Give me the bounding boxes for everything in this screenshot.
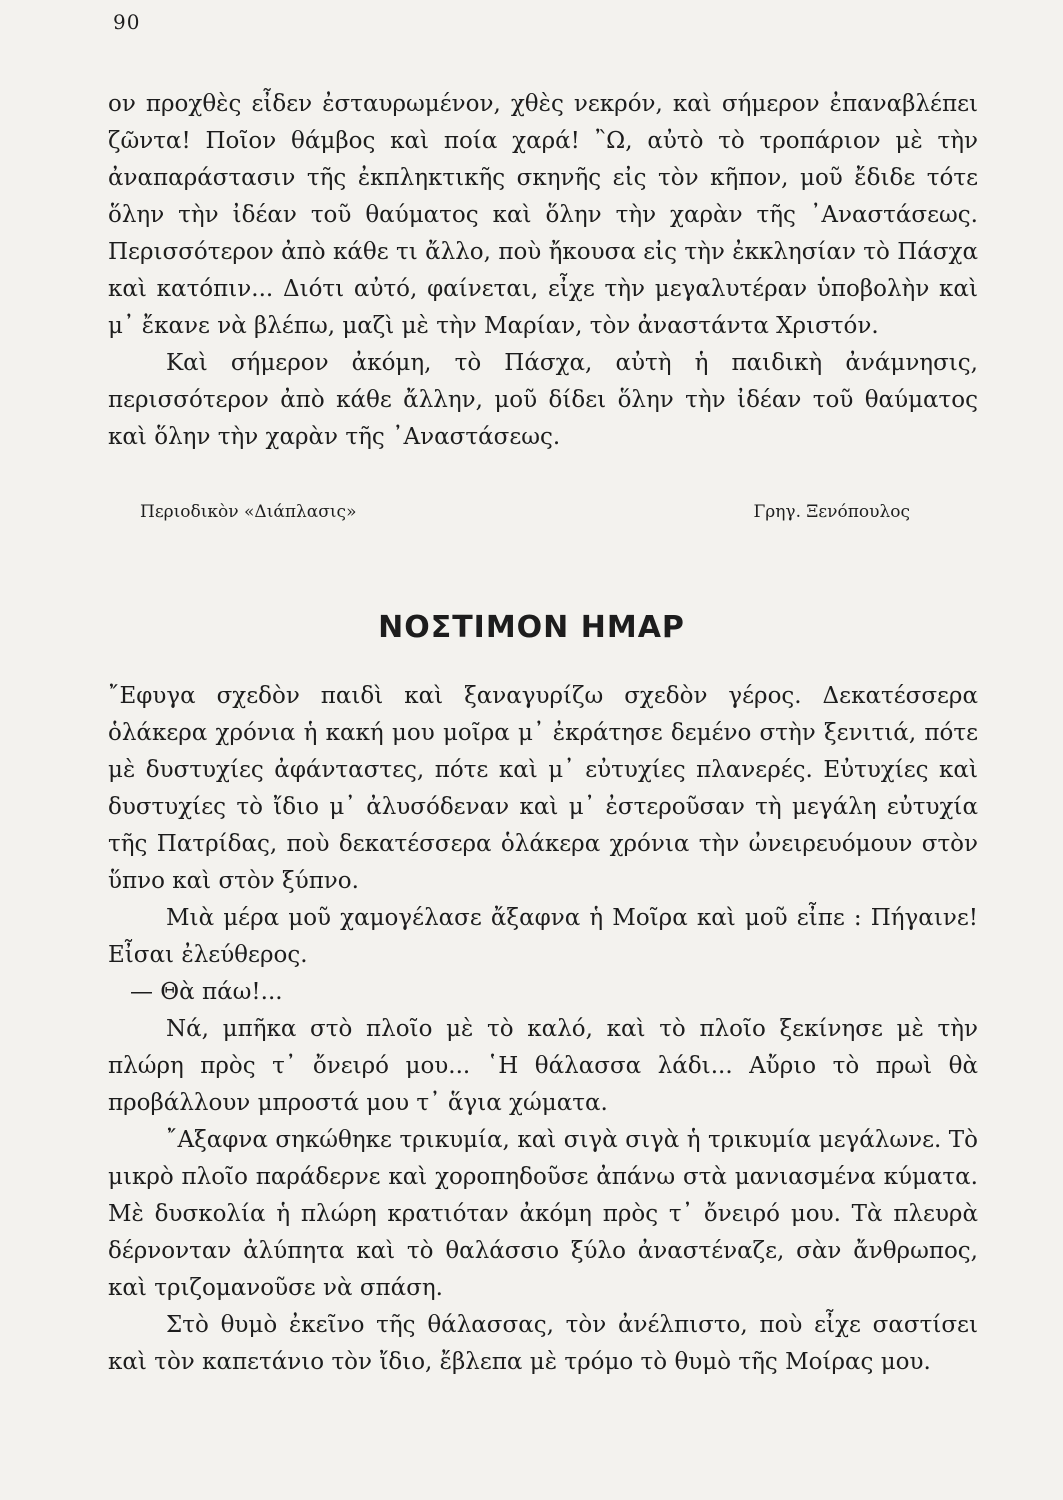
section-paragraph-6: Στὸ θυμὸ ἐκεῖνο τῆς θάλασσας, τὸν ἀνέλπιστο, ποὺ εἶχε σαστίσει καὶ τὸν καπετάνιο τὸν ἴδιο, ἔβλεπα μὲ τρόμο τὸ θυμὸ τῆς Μοίρας μου.	[108, 1312, 978, 1375]
page-number: 90	[113, 10, 141, 34]
section-title: ΝΟΣΤΙΜΟΝ ΗΜΑΡ	[378, 610, 685, 645]
attribution-source: Περιοδικὸν «Διάπλασις»	[140, 502, 357, 522]
section-paragraph-1: ῎Εφυγα σχεδὸν παιδὶ καὶ ξαναγυρίζω σχεδὸν γέρος. Δεκατέσσερα ὁλάκερα χρόνια ἡ κακή μου μοῖρα μ᾿ ἐκράτησε δεμένο στὴν ξενιτιά, πότε μὲ δυστυχίες ἀφάνταστες, πότε καὶ μ᾿ εὐτυχίες πλανερές. Εὐτυχίες καὶ δυστυχίες τὸ ἴδιο μ᾿ ἀλυσόδεναν καὶ μ᾿ ἐστεροῦσαν τὴ μεγάλη εὐτυχία τῆς Πατρίδας, ποὺ δεκατέσσερα ὁλάκερα χρόνια τὴν ὠνειρευόμουν στὸν ὕπνο καὶ στὸν ξύπνο.	[108, 683, 978, 894]
excerpt-paragraph-1: ον προχθὲς εἶδεν ἐσταυρωμένον, χθὲς νεκρόν, καὶ σήμερον ἐπαναβλέπει ζῶντα! Ποῖον θάμβος καὶ ποία χαρά! ῍Ω, αὐτὸ τὸ τροπάριον μὲ τὴν ἀναπαράστασιν τῆς ἐκπληκτικῆς σκηνῆς εἰς τὸν κῆπον, μοῦ ἔδιδε τότε ὅλην τὴν ἰδέαν τοῦ θαύματος καὶ ὅλην τὴν χαρὰν τῆς ᾿Αναστάσεως. Περισσότερον ἀπὸ κάθε τι ἄλλο, ποὺ ἤκουσα εἰς τὴν ἐκκλησίαν τὸ Πάσχα καὶ κατόπιν... Διότι αὐτό, φαίνεται, εἶχε τὴν μεγαλυτέραν ὑποβολὴν καὶ μ᾿ ἔκανε νὰ βλέπω, μαζὶ μὲ τὴν Μαρίαν, τὸν ἀναστάντα Χριστόν.	[108, 91, 978, 339]
section-text	[108, 678, 978, 1381]
section-paragraph-3: — Θὰ πάω!...	[130, 979, 283, 1005]
attribution	[140, 502, 910, 522]
excerpt-paragraph-2: Καὶ σήμερον ἀκόμη, τὸ Πάσχα, αὐτὴ ἡ παιδικὴ ἀνάμνησις, περισσότερον ἀπὸ κάθε ἄλλην, μοῦ δίδει ὅλην τὴν ἰδέαν τοῦ θαύματος καὶ ὅλην τὴν χαρὰν τῆς ᾿Αναστάσεως.	[108, 350, 978, 450]
attribution-author: Γρηγ. Ξενόπουλος	[753, 502, 910, 522]
section-paragraph-4: Νά, μπῆκα στὸ πλοῖο μὲ τὸ καλό, καὶ τὸ πλοῖο ξεκίνησε μὲ τὴν πλώρη πρὸς τ᾿ ὄνειρό μου... ῾Η θάλασσα λάδι... Αὔριο τὸ πρωὶ θὰ προβάλλουν μπροστά μου τ᾿ ἅγια χώματα.	[108, 1016, 978, 1116]
section-paragraph-5: ῎Αξαφνα σηκώθηκε τρικυμία, καὶ σιγὰ σιγὰ ἡ τρικυμία μεγάλωνε. Τὸ μικρὸ πλοῖο παράδερνε καὶ χοροπηδοῦσε ἀπάνω στὰ μανιασμένα κύματα. Μὲ δυσκολία ἡ πλώρη κρατιόταν ἀκόμη πρὸς τ᾿ ὄνειρό μου. Τὰ πλευρὰ δέρνονταν ἀλύπητα καὶ τὸ θαλάσσιο ξύλο ἀναστέναζε, σὰν ἄνθρωπος, καὶ τριζομανοῦσε νὰ σπάση.	[108, 1127, 978, 1301]
section-paragraph-2: Μιὰ μέρα μοῦ χαμογέλασε ἄξαφνα ἡ Μοῖρα καὶ μοῦ εἶπε : Πήγαινε! Εἶσαι ἐλεύθερος.	[108, 905, 978, 968]
excerpt-text	[108, 86, 978, 456]
